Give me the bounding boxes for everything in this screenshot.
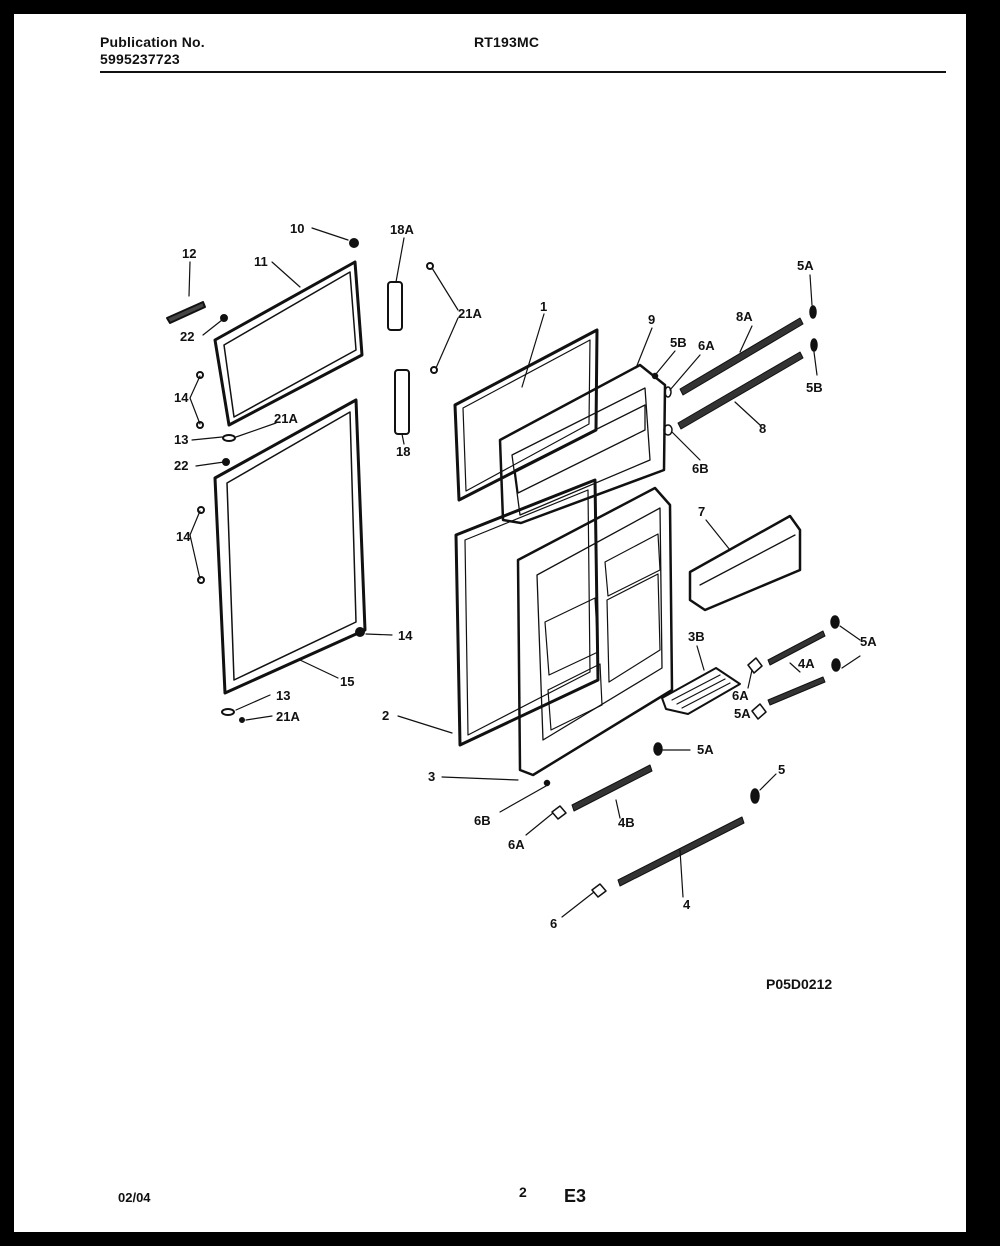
footer-section: E3 — [564, 1186, 587, 1206]
callout-3: 3 — [428, 769, 436, 784]
callout-18a: 18A — [390, 222, 414, 237]
callout-labels — [174, 221, 877, 931]
door-shelf-part — [690, 516, 800, 610]
callout-10: 10 — [290, 221, 305, 236]
callout-6b: 6B — [692, 461, 709, 476]
callout-6: 6 — [550, 916, 558, 931]
callout-5: 5 — [778, 762, 786, 777]
callout-12: 12 — [182, 246, 197, 261]
callout-6a-top: 6A — [698, 338, 715, 353]
freezer-door-frame — [215, 262, 362, 425]
footer-page-number: 2 — [519, 1184, 527, 1200]
callout-9: 9 — [648, 312, 656, 327]
model-number: RT193MC — [474, 34, 540, 50]
callout-2: 2 — [382, 708, 390, 723]
leader-lines — [189, 228, 860, 917]
callout-5a-r1: 5A — [860, 634, 877, 649]
callout-5a-top: 5A — [797, 258, 814, 273]
callout-14-top: 14 — [174, 390, 189, 405]
callout-6b-low: 6B — [474, 813, 491, 828]
callout-8: 8 — [759, 421, 767, 436]
callout-4: 4 — [683, 897, 691, 912]
callout-22-mid: 22 — [174, 458, 189, 473]
fresh-food-door-frame — [215, 400, 365, 693]
callout-5a-r2: 5A — [734, 706, 751, 721]
callout-4a: 4A — [798, 656, 815, 671]
callout-13-bot: 13 — [276, 688, 291, 703]
callout-21a-top: 21A — [458, 306, 482, 321]
publication-label: Publication No. — [100, 34, 205, 50]
callout-8a: 8A — [736, 309, 753, 324]
handle-trim-upper — [388, 282, 402, 330]
parts-diagram-page — [14, 14, 966, 1232]
callout-5a-low: 5A — [697, 742, 714, 757]
callout-21a-mid: 21A — [274, 411, 298, 426]
callout-14-right: 14 — [398, 628, 413, 643]
exploded-door-diagram — [14, 14, 966, 1232]
callout-5b-top: 5B — [670, 335, 687, 350]
figure-id: P05D0212 — [766, 976, 833, 992]
callout-13-mid: 13 — [174, 432, 189, 447]
handle-cap-part — [167, 302, 205, 323]
callout-11: 11 — [254, 254, 268, 269]
publication-number: 5995237723 — [100, 51, 180, 67]
callout-15: 15 — [340, 674, 355, 689]
callout-18: 18 — [396, 444, 411, 459]
callout-5b-right: 5B — [806, 380, 823, 395]
callout-6a-low: 6A — [508, 837, 525, 852]
callout-3b: 3B — [688, 629, 705, 644]
shelf-rails — [572, 318, 825, 886]
callout-1: 1 — [540, 299, 548, 314]
hinge-pin-part — [350, 239, 358, 247]
callout-7: 7 — [698, 504, 706, 519]
callout-14-left: 14 — [176, 529, 191, 544]
callout-21a-bot: 21A — [276, 709, 300, 724]
callout-6a-mid: 6A — [732, 688, 749, 703]
callout-22-top: 22 — [180, 329, 195, 344]
freezer-gasket — [455, 330, 597, 500]
callout-4b: 4B — [618, 815, 635, 830]
handle-trim-lower — [395, 370, 409, 434]
freezer-door-liner — [500, 365, 665, 523]
footer-date: 02/04 — [118, 1190, 151, 1205]
